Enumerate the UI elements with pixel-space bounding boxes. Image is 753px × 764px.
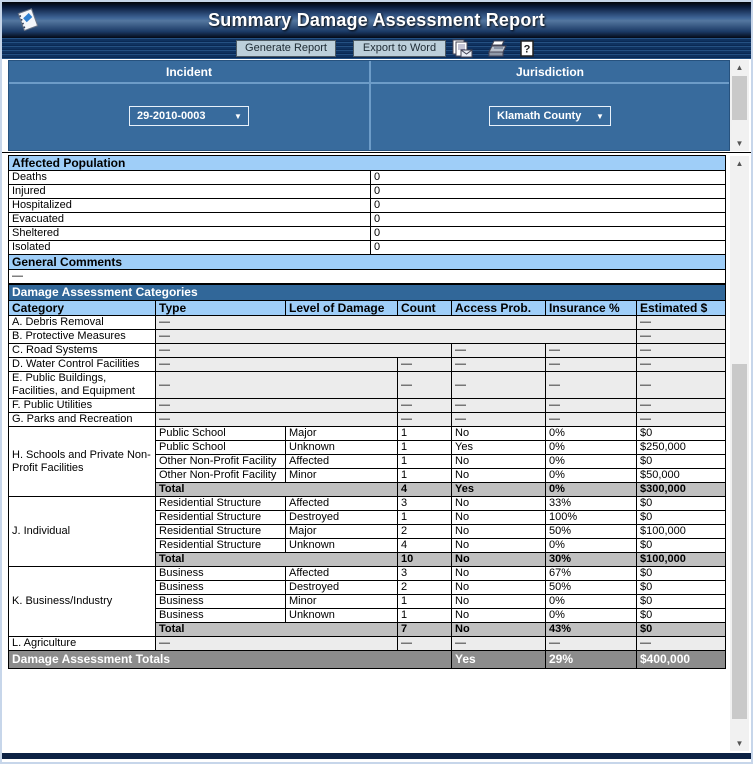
data-cell: No (452, 539, 546, 553)
data-cell: No (452, 497, 546, 511)
data-cell: Residential Structure (156, 511, 286, 525)
data-cell: $0 (637, 567, 726, 581)
data-cell: Public School (156, 427, 286, 441)
data-cell: Major (286, 427, 398, 441)
data-cell: 1 (398, 441, 452, 455)
data-cell: 4 (398, 539, 452, 553)
population-label: Injured (9, 185, 371, 199)
data-cell: $0 (637, 511, 726, 525)
table-row (9, 372, 726, 399)
data-cell: Other Non-Profit Facility (156, 455, 286, 469)
data-cell: — (398, 413, 452, 427)
data-cell: 50% (546, 525, 637, 539)
population-row (9, 185, 726, 199)
category-cell: F. Public Utilities (9, 399, 156, 413)
total-cell: Total (156, 623, 398, 637)
column-header: Count (398, 301, 452, 316)
data-cell: Unknown (286, 441, 398, 455)
data-cell: Residential Structure (156, 525, 286, 539)
data-cell: No (452, 469, 546, 483)
data-cell: Business (156, 609, 286, 623)
grand-total-cell: 29% (546, 651, 637, 669)
column-header: Level of Damage (286, 301, 398, 316)
population-row (9, 241, 726, 255)
data-cell: 1 (398, 511, 452, 525)
general-comments-row (9, 270, 726, 284)
scroll-down-icon[interactable]: ▼ (735, 139, 744, 148)
data-cell: Unknown (286, 609, 398, 623)
data-cell: 0% (546, 595, 637, 609)
data-cell: Affected (286, 567, 398, 581)
incident-select[interactable] (129, 106, 249, 126)
data-cell: — (546, 372, 637, 399)
data-cell: — (398, 358, 452, 372)
data-cell: — (398, 372, 452, 399)
data-cell: — (156, 637, 398, 651)
population-label: Hospitalized (9, 199, 371, 213)
data-cell: — (452, 372, 546, 399)
data-cell: No (452, 455, 546, 469)
population-row (9, 171, 726, 185)
data-cell: — (452, 358, 546, 372)
data-cell: $0 (637, 581, 726, 595)
total-cell: 43% (546, 623, 637, 637)
jurisdiction-header: Jurisdiction (371, 61, 729, 84)
data-cell: — (452, 637, 546, 651)
data-cell: Other Non-Profit Facility (156, 469, 286, 483)
chevron-down-icon: ▼ (596, 111, 604, 121)
scroll-up-icon[interactable]: ▲ (735, 63, 744, 72)
data-cell: 1 (398, 427, 452, 441)
panel-scrollbar[interactable] (730, 60, 749, 151)
data-cell: No (452, 511, 546, 525)
total-cell: $0 (637, 623, 726, 637)
grand-total-cell: Damage Assessment Totals (9, 651, 452, 669)
category-cell: H. Schools and Private Non-Profit Facilities (9, 427, 156, 497)
data-cell: — (452, 399, 546, 413)
section-title: Affected Population (9, 156, 726, 171)
data-cell: — (637, 316, 726, 330)
data-cell: Destroyed (286, 511, 398, 525)
population-label: Deaths (9, 171, 371, 185)
data-cell: 1 (398, 469, 452, 483)
general-comments-value: — (9, 270, 726, 284)
total-cell: 7 (398, 623, 452, 637)
data-cell: — (156, 413, 398, 427)
category-cell: D. Water Control Facilities (9, 358, 156, 372)
data-cell: — (546, 399, 637, 413)
population-value: 0 (371, 227, 726, 241)
data-cell: — (156, 344, 452, 358)
filter-panel-wrap (2, 59, 751, 152)
data-cell: $0 (637, 455, 726, 469)
total-cell: $300,000 (637, 483, 726, 497)
data-cell: $0 (637, 595, 726, 609)
affected-population-section-header (9, 156, 726, 171)
data-cell: — (156, 316, 637, 330)
grand-total-cell: Yes (452, 651, 546, 669)
data-cell: — (637, 330, 726, 344)
incident-value: 29-2010-0003 (137, 110, 206, 122)
column-header: Estimated $ (637, 301, 726, 316)
category-cell: E. Public Buildings, Facilities, and Equipment (9, 372, 156, 399)
scroll-up-icon[interactable]: ▲ (735, 159, 744, 168)
data-cell: 2 (398, 581, 452, 595)
table-row (9, 637, 726, 651)
data-cell: — (637, 358, 726, 372)
data-cell: — (637, 413, 726, 427)
data-cell: $0 (637, 609, 726, 623)
data-cell: $0 (637, 427, 726, 441)
main-scrollbar[interactable] (730, 156, 749, 751)
table-row (9, 316, 726, 330)
data-cell: 50% (546, 581, 637, 595)
data-cell: — (637, 372, 726, 399)
data-cell: Residential Structure (156, 539, 286, 553)
data-cell: Business (156, 567, 286, 581)
category-cell: C. Road Systems (9, 344, 156, 358)
data-cell: Public School (156, 441, 286, 455)
data-cell: No (452, 609, 546, 623)
data-cell: Affected (286, 497, 398, 511)
data-cell: — (398, 399, 452, 413)
data-cell: — (398, 637, 452, 651)
population-value: 0 (371, 199, 726, 213)
data-cell: $50,000 (637, 469, 726, 483)
data-cell: — (546, 344, 637, 358)
data-cell: — (156, 372, 398, 399)
general-comments-section-header (9, 255, 726, 270)
total-cell: No (452, 553, 546, 567)
data-cell: 1 (398, 455, 452, 469)
table-row (9, 358, 726, 372)
table-row (9, 344, 726, 358)
data-cell: — (546, 413, 637, 427)
data-cell: No (452, 567, 546, 581)
data-cell: 100% (546, 511, 637, 525)
report-content (2, 152, 751, 753)
data-cell: $100,000 (637, 525, 726, 539)
data-cell: $0 (637, 539, 726, 553)
total-cell: No (452, 623, 546, 637)
data-cell: Yes (452, 441, 546, 455)
bottom-window-edge (2, 753, 751, 759)
table-row (9, 567, 726, 581)
data-cell: Minor (286, 595, 398, 609)
table-row (9, 427, 726, 441)
data-cell: Destroyed (286, 581, 398, 595)
data-cell: No (452, 595, 546, 609)
data-cell: No (452, 581, 546, 595)
data-cell: Major (286, 525, 398, 539)
data-cell: $0 (637, 497, 726, 511)
data-cell: 0% (546, 469, 637, 483)
table-row (9, 651, 726, 669)
table-row (9, 413, 726, 427)
data-cell: 0% (546, 441, 637, 455)
total-cell: 30% (546, 553, 637, 567)
data-cell: 33% (546, 497, 637, 511)
scrollbar-thumb[interactable] (732, 364, 747, 719)
data-cell: — (637, 637, 726, 651)
population-label: Evacuated (9, 213, 371, 227)
jurisdiction-column (369, 61, 729, 150)
data-cell: 0% (546, 539, 637, 553)
data-cell: 0% (546, 609, 637, 623)
svg-text:?: ? (523, 43, 531, 56)
page-title: Summary Damage Assessment Report (208, 9, 545, 30)
column-header: Access Prob. (452, 301, 546, 316)
data-cell: 2 (398, 525, 452, 539)
total-cell: 10 (398, 553, 452, 567)
data-cell: — (156, 330, 637, 344)
total-cell: $100,000 (637, 553, 726, 567)
data-cell: — (637, 344, 726, 358)
export-to-word-button[interactable]: Export to Word (353, 40, 446, 57)
population-value: 0 (371, 213, 726, 227)
data-cell: — (546, 637, 637, 651)
population-label: Sheltered (9, 227, 371, 241)
category-cell: K. Business/Industry (9, 567, 156, 637)
grand-total-cell: $400,000 (637, 651, 726, 669)
data-cell: — (156, 399, 398, 413)
population-row (9, 213, 726, 227)
column-header: Type (156, 301, 286, 316)
data-cell: — (452, 344, 546, 358)
title-bar (2, 2, 751, 38)
section-title: Damage Assessment Categories (9, 285, 726, 301)
category-cell: A. Debris Removal (9, 316, 156, 330)
damage-categories-section-header (9, 285, 726, 301)
data-cell: Business (156, 581, 286, 595)
affected-population-table (8, 155, 726, 284)
total-cell: 4 (398, 483, 452, 497)
data-cell: Unknown (286, 539, 398, 553)
table-row (9, 330, 726, 344)
jurisdiction-value: Klamath County (497, 110, 582, 122)
toolbar (2, 38, 751, 59)
category-cell: G. Parks and Recreation (9, 413, 156, 427)
data-cell: Affected (286, 455, 398, 469)
data-cell: 1 (398, 609, 452, 623)
damage-categories-table (8, 284, 726, 669)
data-cell: — (637, 399, 726, 413)
population-value: 0 (371, 171, 726, 185)
incident-header: Incident (9, 61, 369, 84)
category-cell: B. Protective Measures (9, 330, 156, 344)
data-cell: 67% (546, 567, 637, 581)
total-cell: 0% (546, 483, 637, 497)
table-row (9, 399, 726, 413)
scrollbar-thumb[interactable] (732, 76, 747, 120)
population-value: 0 (371, 241, 726, 255)
notepad-icon (14, 7, 40, 38)
data-cell: 3 (398, 567, 452, 581)
generate-report-button[interactable]: Generate Report (236, 40, 336, 57)
data-cell: 1 (398, 595, 452, 609)
table-row (9, 497, 726, 511)
jurisdiction-select[interactable] (489, 106, 611, 126)
data-cell: Minor (286, 469, 398, 483)
category-cell: L. Agriculture (9, 637, 156, 651)
data-cell: — (546, 358, 637, 372)
column-header-row (9, 301, 726, 316)
chevron-down-icon: ▼ (234, 111, 242, 121)
column-header: Category (9, 301, 156, 316)
population-row (9, 227, 726, 241)
data-cell: — (452, 413, 546, 427)
population-value: 0 (371, 185, 726, 199)
incident-column (9, 61, 369, 150)
category-cell: J. Individual (9, 497, 156, 567)
section-title: General Comments (9, 255, 726, 270)
data-cell: Business (156, 595, 286, 609)
data-cell: 3 (398, 497, 452, 511)
total-cell: Total (156, 483, 398, 497)
total-cell: Yes (452, 483, 546, 497)
scroll-down-icon[interactable]: ▼ (735, 739, 744, 748)
data-cell: No (452, 525, 546, 539)
population-label: Isolated (9, 241, 371, 255)
filter-panel (8, 60, 730, 151)
data-cell: Residential Structure (156, 497, 286, 511)
data-cell: — (156, 358, 398, 372)
data-cell: No (452, 427, 546, 441)
data-cell: 0% (546, 455, 637, 469)
population-row (9, 199, 726, 213)
data-cell: $250,000 (637, 441, 726, 455)
data-cell: 0% (546, 427, 637, 441)
column-header: Insurance % (546, 301, 637, 316)
total-cell: Total (156, 553, 398, 567)
